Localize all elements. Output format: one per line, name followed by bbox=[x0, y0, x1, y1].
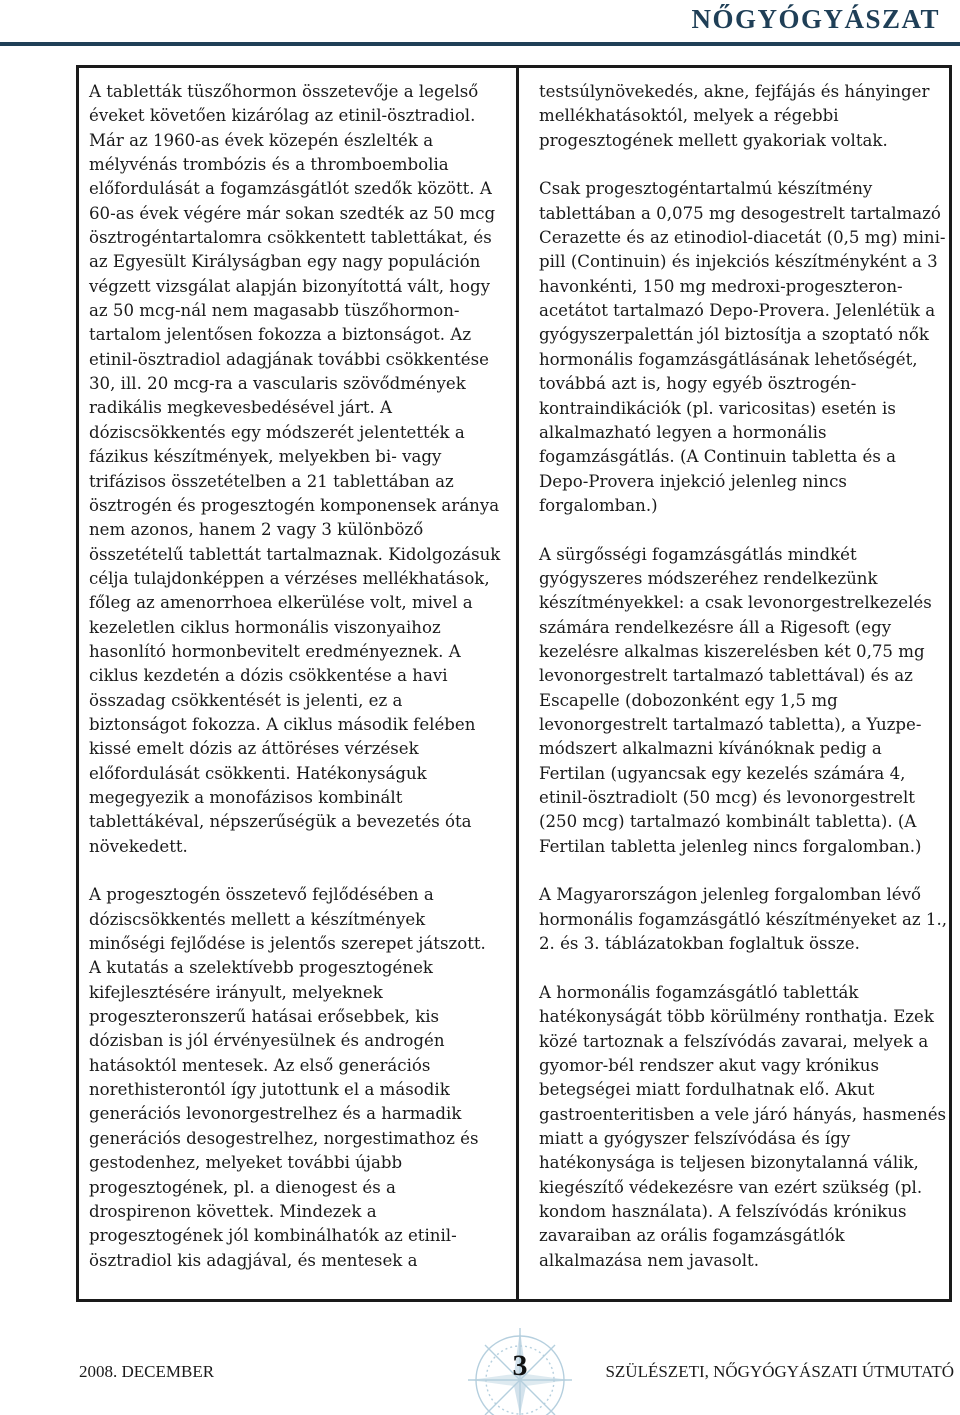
left-paragraph-1: A tabletták tüszőhormon összetevője a legelső éveket követően kizárólag az etinil-ösztradiol. Már az 1960-as évek közepén észlelték a mélyvénás trombózis és a thromboembolia előfordulását a fogamzásgátlót szedők között. A 60-as évek végére már sokan szedték az 50 mcg ösztrogéntartalomra csökkentett tablettákat, és az Egyesült Királyságban egy nagy populáción végzett vizsgálat alapján bizonyítottá vált, hogy az 50 mcg-nál nem magasabb tüszőhormon-tartalom jelentősen fokozza a biztonságot. Az etinil-ösztradiol adagjának további csökkentése 30, ill. 20 mcg-ra a vascularis szövődmények radikális megkevesbedésével járt. A dóziscsökkentés egy módszerét jelentették a fázikus készítmények, melyekben bi- vagy trifázisos összetételben a 21 tablettában az ösztrogén és progesztogén komponensek aránya nem azonos, hanem 2 vagy 3 különböző összetételű tablettát tartalmaznak. Kidolgozásuk célja tulajdonképpen a vérzéses mellékhatások, főleg az amenorrhoea elkerülése volt, mivel a kezeletlen ciklus hormonális viszonyaihoz hasonlító hormonbevitelt eredményeznek. A ciklus kezdetén a dózis csökkentése a havi összadag csökkentését is jelenti, ez a biztonságot fokozza. A ciklus második felében kissé emelt dózis az áttöréses vérzések előfordulását csökkenti. Hatékonyságuk megegyezik a monofázisos kombinált tablettákéval, népszerűségük a bevezetés óta növekedett. bbox=[89, 82, 501, 856]
column-divider bbox=[516, 65, 519, 1302]
header-rule bbox=[0, 42, 960, 46]
left-paragraph-2: A progesztogén összetevő fejlődésében a dóziscsökkentés mellett a készítmények minőségi fejlődése is jelentős szerepet játszott. A kutatás a szelektívebb progesztogének kifejlesztésére irányult, melyeknek progeszteronszerű hatásai erősebbek, kis dózisban is jól érvényesülnek és androgén hatásoktól mentesek. Az első generációs norethisterontól így jutottunk el a második generációs levonorgestrelhez és a harmadik generációs desogestrelhez, norgestimathoz és gestodenhez, melyeket további újabb progesztogének, pl. a dienogest és a drospirenon követtek. Mindezek a progesztogének jól kombinálhatók az etinil-ösztradiol kis adagjával, és mentesek a bbox=[89, 885, 486, 1270]
page-number: 3 bbox=[512, 1349, 528, 1382]
section-title: NŐGYÓGYÁSZAT bbox=[691, 4, 940, 34]
right-paragraph-4: A Magyarországon jelenleg forgalomban lévő hormonális fogamzásgátló készítményeket az 1., 2. és 3. táblázatokban foglaltuk össze. bbox=[539, 885, 947, 954]
right-paragraph-5: A hormonális fogamzásgátló tabletták hatékonyságát több körülmény ronthatja. Ezek közé tartoznak a felszívódás zavarai, melyek a gyomor-bél rendszer akut vagy krónikus betegségei miatt fordulhatnak elő. Akut gastroenteritisben a vele járó hányás, hasmenés miatt a gyógyszer felszívódása és így hatékonysága is teljesen bizonytalanná válik, kiegészítő védekezésre van ezért szükség (pl. kondom használata). A felszívódás krónikus zavaraiban az orális fogamzásgátlók alkalmazása nem javasolt. bbox=[539, 982, 947, 1270]
right-column bbox=[539, 80, 947, 1297]
right-paragraph-3: A sürgősségi fogamzásgátlás mindkét gyógyszeres módszeréhez rendelkezünk készítményekkel: a csak levonorgestrelkezelés számára rendelkezésre áll a Rigesoft (egy kezelésre alkalmas kiszerelésben két 0,75 mg levonorgestrelt tartalmazó tablettával) és az Escapelle (dobozonként egy 1,5 mg levonorgestrelt tartalmazó tabletta), a Yuzpe-módszert alkalmazni kívánóknak pedig a Fertilan (ugyancsak egy kezelés számára 4, etinil-ösztradiolt (50 mcg) és levonorgestrelt (250 mcg) tartalmazó kombinált tabletta). (A Fertilan tabletta jelenleg nincs forgalomban.) bbox=[539, 544, 932, 856]
left-column bbox=[89, 80, 501, 1297]
right-paragraph-1: testsúlynövekedés, akne, fejfájás és hányinger mellékhatásoktól, melyek a régebbi progesztogének mellett gyakoriak voltak. bbox=[539, 82, 930, 150]
footer-date: 2008. DECEMBER bbox=[79, 1362, 215, 1381]
publication-name: SZÜLÉSZETI, NŐGYÓGYÁSZATI ÚTMUTATÓ bbox=[605, 1362, 954, 1381]
article-frame bbox=[76, 65, 952, 1302]
right-paragraph-2: Csak progesztogéntartalmú készítmény tablettában a 0,075 mg desogestrelt tartalmazó Cerazette és az etinodiol-diacetát (0,5 mg) mini-pill (Continuin) és injekciós készítményként a 3 havonkénti, 150 mg medroxi-progeszteron-acetátot tartalmazó Depo-Provera. Jelenlétük a gyógyszerpalettán jól biztosítja a szoptató nők hormonális fogamzásgátlásának lehetőségét, továbbá azt is, hogy egyéb ösztrogén-kontraindikációk (pl. varicositas) esetén is alkalmazható legyen a hormonális fogamzásgátlás. (A Continuin tabletta és a Depo-Provera injekció jelenleg nincs forgalomban.) bbox=[539, 179, 946, 515]
